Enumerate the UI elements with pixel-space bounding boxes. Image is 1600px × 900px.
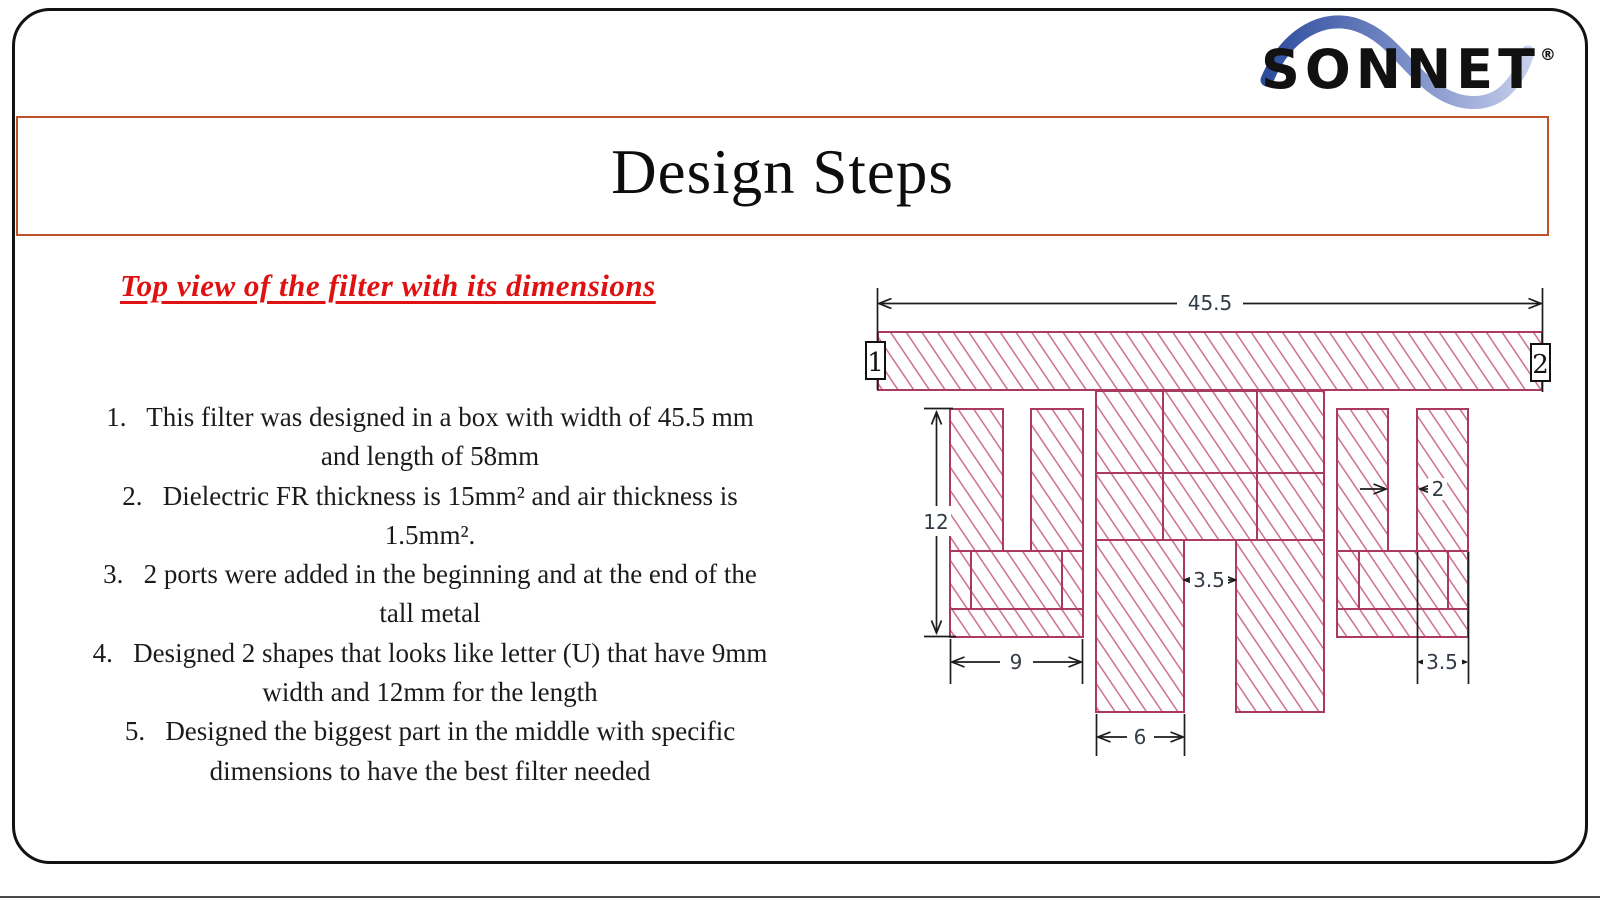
dim-middle-leg: 6 [1133,725,1147,749]
list-line: 1.5mm². [384,519,476,550]
sonnet-logo [1235,8,1565,118]
feed-line-bar [878,332,1542,390]
dim-u-width: 9 [1009,650,1023,674]
list-line: 5. Designed the biggest part in the middle with specific [124,716,736,747]
logo-wordmark: SONNET® [1261,38,1556,101]
dim-u-height: 12 [923,510,949,534]
right-u-resonator [1337,409,1468,637]
dim-total-width: 45.5 [1187,291,1233,315]
title-box [16,116,1549,236]
port-1-label: 1 [867,348,884,378]
screenshot-bottom-edge [0,896,1600,898]
design-steps-list [30,398,830,791]
list-line: 3. 2 ports were added in the beginning and at the end of the [103,559,757,590]
left-u-resonator [950,409,1083,637]
list-line: tall metal [379,598,481,629]
list-line: width and 12mm for the length [262,677,598,708]
middle-resonator [1096,391,1324,712]
section-heading: Top view of the filter with its dimensions [120,268,656,303]
list-line: 2. Dielectric FR thickness is 15mm² and air thickness is [122,480,738,511]
port-2-label: 2 [1532,350,1549,380]
list-line: dimensions to have the best filter needed [209,755,651,786]
filter-diagram [830,258,1570,818]
list-line: and length of 58mm [320,441,540,472]
page-title: Design Steps [611,137,954,207]
list-line: 1. This filter was designed in a box with width of 45.5 mm [106,402,754,432]
dim-middle-gap: 3.5 [1193,568,1225,592]
dim-right-gap: 2 [1431,477,1445,501]
list-line: 4. Designed 2 shapes that looks like letter (U) that have 9mm [92,637,768,668]
dim-right-leg: 3.5 [1426,650,1458,674]
